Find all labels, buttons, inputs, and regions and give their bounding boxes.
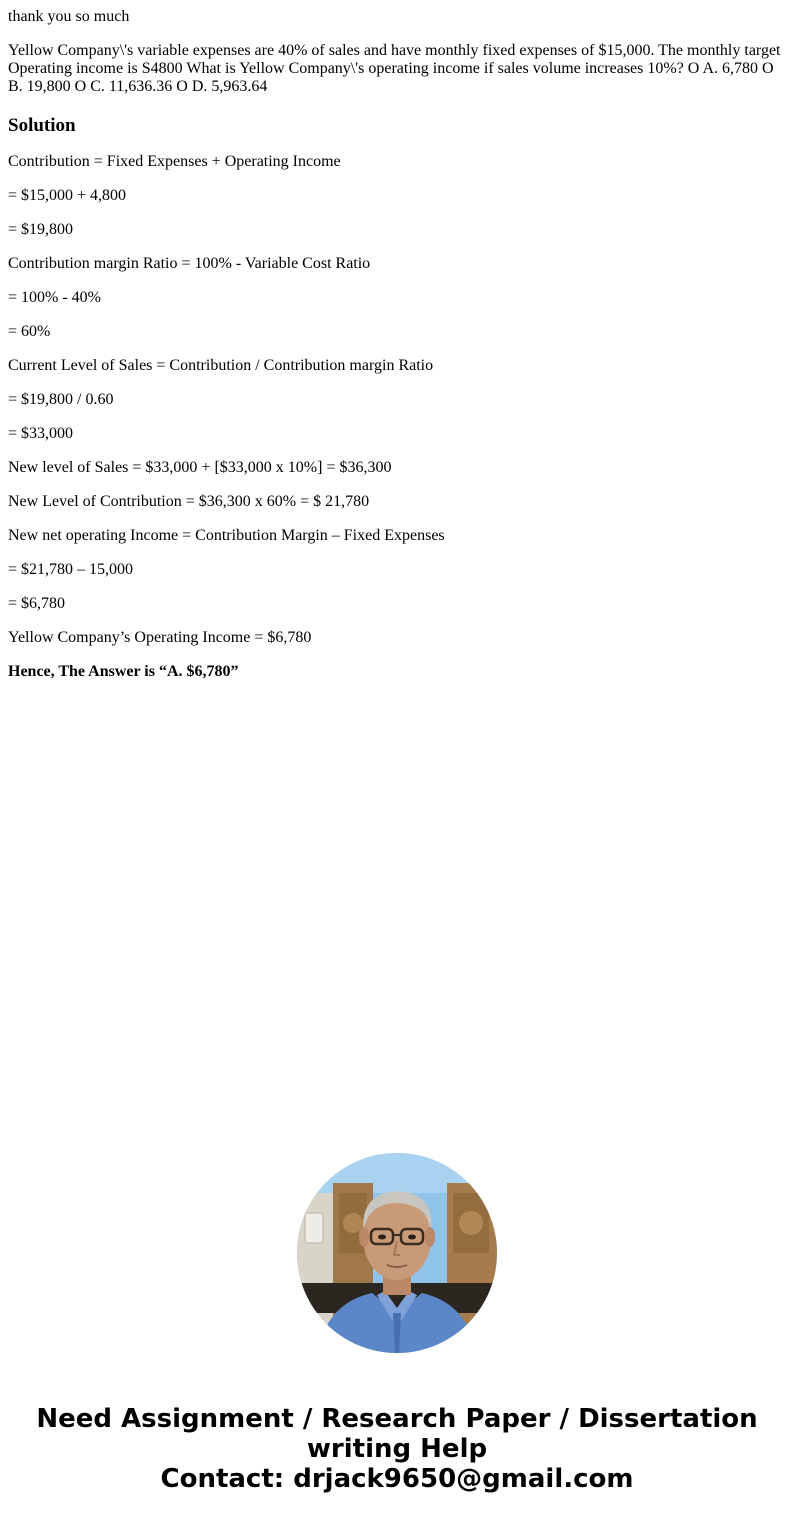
question-text: Yellow Company\'s variable expenses are 40% of sales and have monthly fixed expenses of $15,000. The monthly target Operating income is S4800 What is Yellow Company\'s operating income if sales volume increases 10%? O A. 6,780 O B. 19,800 O C. 11,636.36 O D. 5,963.64 [8, 42, 781, 95]
author-avatar [297, 1153, 497, 1353]
solution-step: = 60% [8, 323, 51, 340]
solution-steps [8, 153, 786, 647]
promo-contact: Contact: drjack9650@gmail.com [160, 1464, 634, 1494]
solution-step: = $6,780 [8, 595, 66, 612]
solution-step: Current Level of Sales = Contribution / Contribution margin Ratio [8, 357, 434, 374]
solution-step: New net operating Income = Contribution Margin – Fixed Expenses [8, 527, 445, 544]
solution-step: = $21,780 – 15,000 [8, 561, 134, 578]
solution-step: = $19,800 / 0.60 [8, 391, 114, 408]
promo-line: writing Help [306, 1434, 488, 1464]
solution-step: = 100% - 40% [8, 289, 102, 306]
solution-step: New Level of Contribution = $36,300 x 60% = $ 21,780 [8, 493, 370, 510]
promo-banner [0, 1404, 794, 1494]
solution-step: = $15,000 + 4,800 [8, 187, 127, 204]
solution-heading: Solution [8, 115, 76, 136]
intro-text: thank you so much [8, 8, 130, 25]
solution-step: Contribution = Fixed Expenses + Operating Income [8, 153, 341, 170]
solution-step: = $19,800 [8, 221, 74, 238]
solution-step: Contribution margin Ratio = 100% - Variable Cost Ratio [8, 255, 371, 272]
promo-line: Need Assignment / Research Paper / Dissertation [36, 1404, 758, 1434]
solution-step: = $33,000 [8, 425, 74, 442]
author-portrait-icon [297, 1153, 497, 1353]
final-answer: Hence, The Answer is “A. $6,780” [8, 663, 239, 680]
solution-step: Yellow Company’s Operating Income = $6,780 [8, 629, 312, 646]
document-body [8, 0, 786, 681]
solution-step: New level of Sales = $33,000 + [$33,000 x 10%] = $36,300 [8, 459, 392, 476]
